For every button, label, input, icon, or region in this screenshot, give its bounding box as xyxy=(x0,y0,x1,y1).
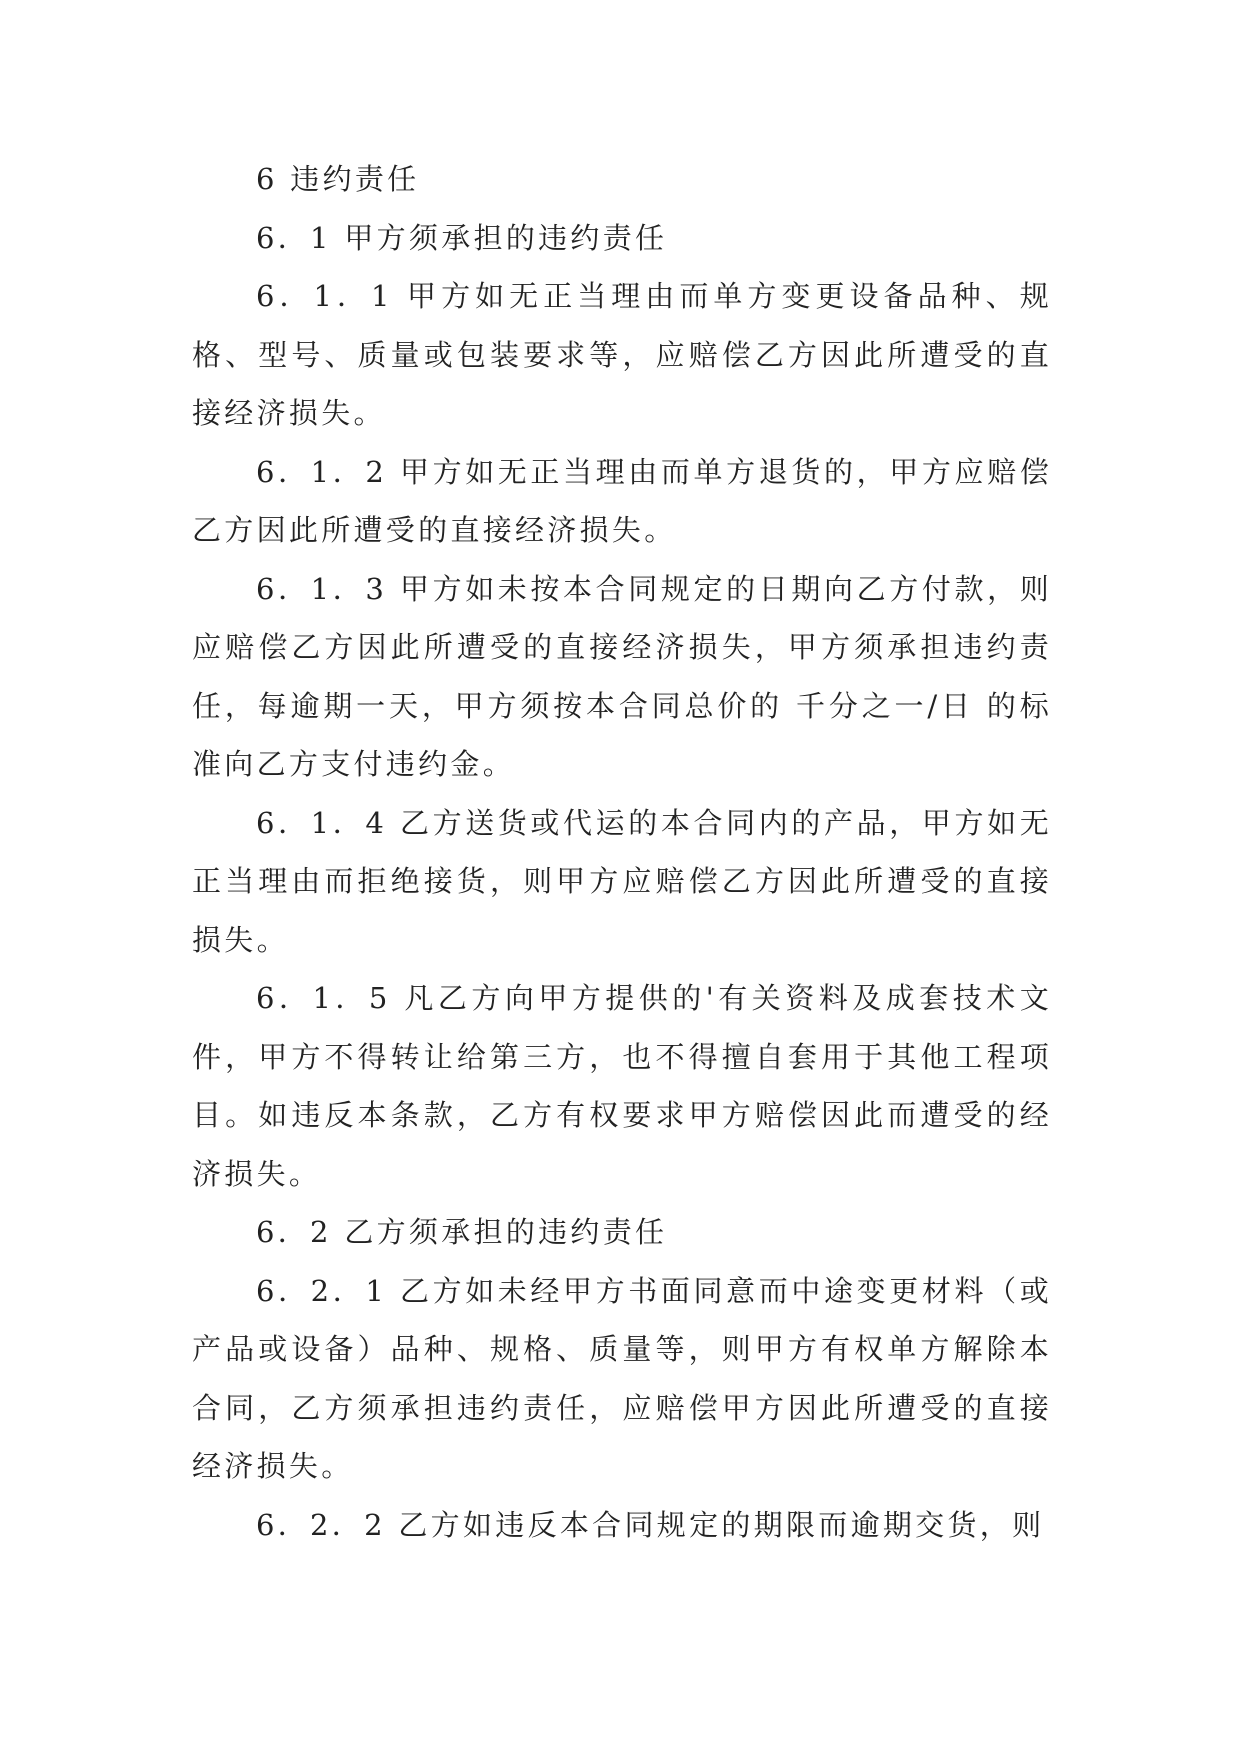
section-heading: 6 违约责任 xyxy=(256,162,420,196)
document-page xyxy=(192,150,1052,1554)
subsection-heading: 6．2 乙方须承担的违约责任 xyxy=(256,1215,668,1249)
clause-paragraph: 6．1．2 甲方如无正当理由而单方退货的，甲方应赔偿乙方因此所遭受的直接经济损失。 xyxy=(192,454,1052,547)
clause-paragraph: 6．1．1 甲方如无正当理由而单方变更设备品种、规格、型号、质量或包装要求等，应赔偿乙方因此所遭受的直接经济损失。 xyxy=(192,279,1052,430)
clause-paragraph: 6．1．5 凡乙方向甲方提供的'有关资料及成套技术文件，甲方不得转让给第三方，也不得擅自套用于其他工程项目。如违反本条款，乙方有权要求甲方赔偿因此而遭受的经济损失。 xyxy=(192,981,1052,1191)
clause-paragraph: 6．2．2 乙方如违反本合同规定的期限而逾期交货，则 xyxy=(256,1507,1045,1542)
subsection-heading: 6．1 甲方须承担的违约责任 xyxy=(256,220,668,255)
clause-paragraph: 6．1．4 乙方送货或代运的本合同内的产品，甲方如无正当理由而拒绝接货，则甲方应赔偿乙方因此所遭受的直接损失。 xyxy=(192,805,1052,957)
clause-paragraph: 6．1．3 甲方如未按本合同规定的日期向乙方付款，则应赔偿乙方因此所遭受的直接经济损失，甲方须承担违约责任，每逾期一天，甲方须按本合同总价的 千分之一/日 的标准向乙方支付违约金。 xyxy=(192,571,1052,781)
clause-paragraph: 6．2．1 乙方如未经甲方书面同意而中途变更材料（或产品或设备）品种、规格、质量等，则甲方有权单方解除本合同，乙方须承担违约责任，应赔偿甲方因此所遭受的直接经济损失。 xyxy=(192,1273,1052,1483)
